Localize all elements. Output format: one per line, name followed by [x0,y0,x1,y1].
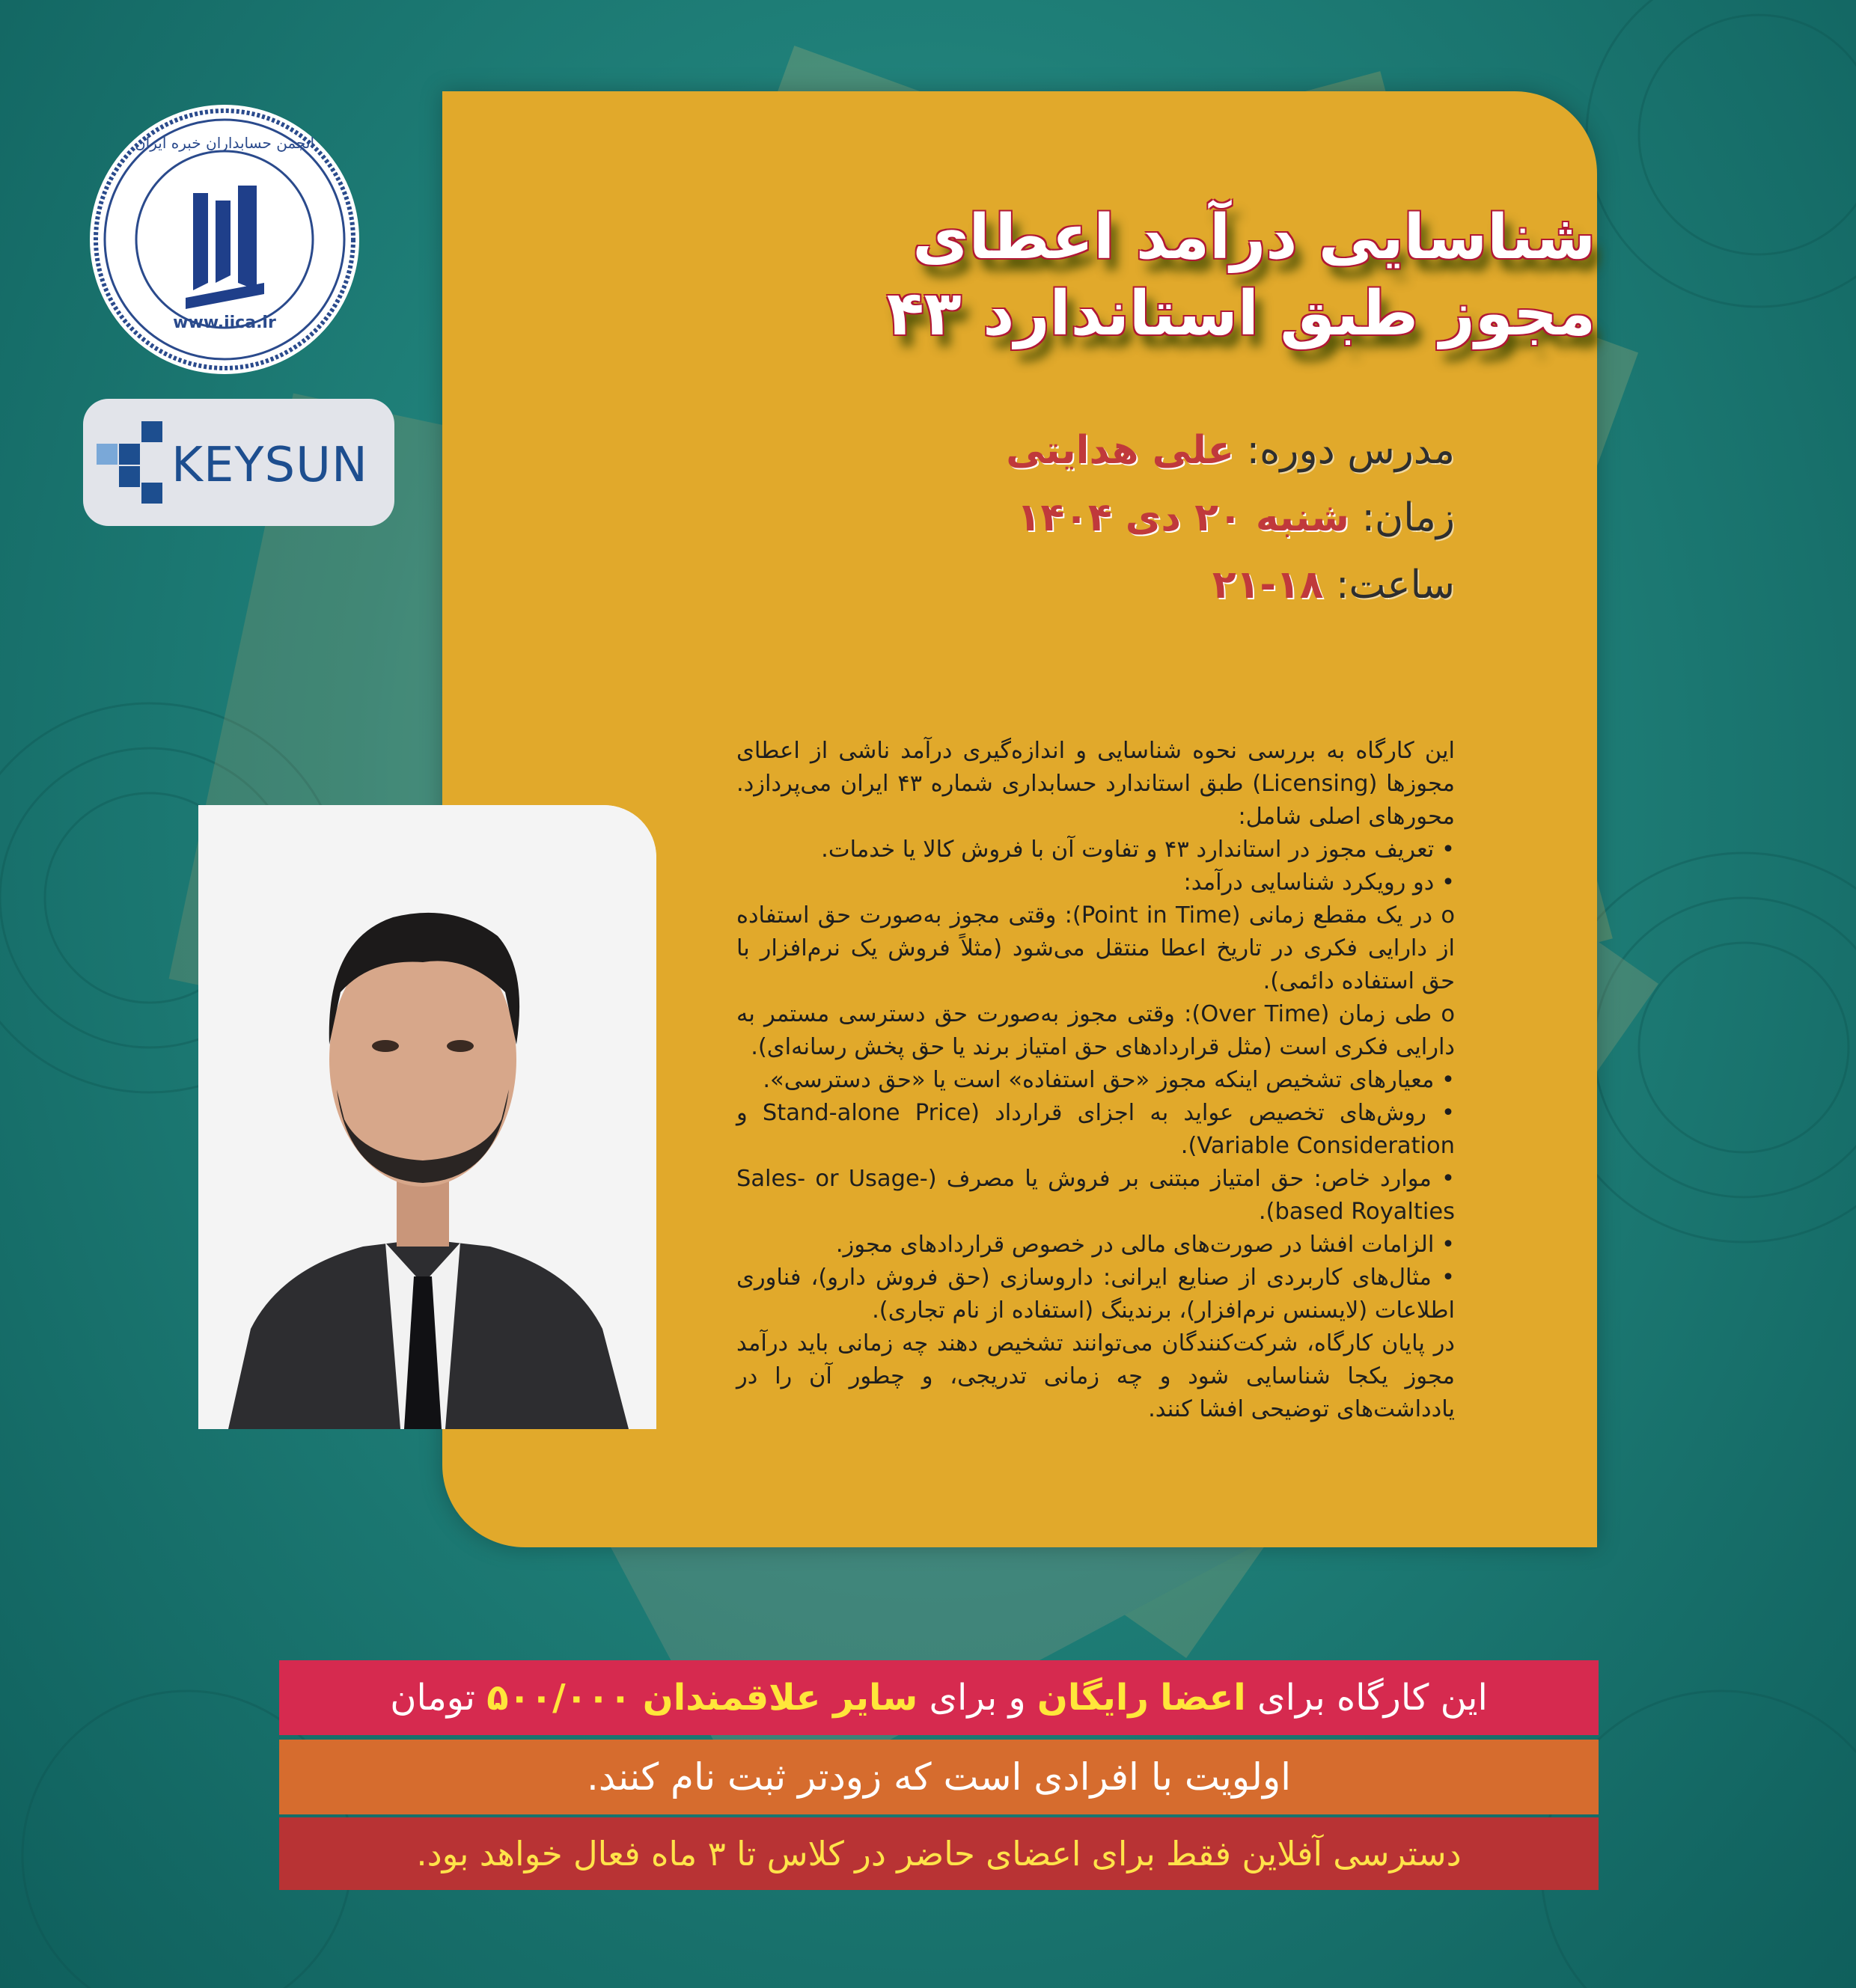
title-line-2: مجوز طبق استاندارد ۴۳ [886,278,1596,349]
instructor-photo [198,805,656,1429]
keysun-logo-icon [97,421,171,504]
description-item: • مثال‌های کاربردی از صنایع ایرانی: داروسازی (حق فروش دارو)، فناوری اطلاعات (لایسنس نرم‌افزار)، برندینگ (استفاده از نام تجاری). [736,1264,1455,1324]
seal-arc-text: انجمن حسابداران خبره ایران [134,134,315,152]
instructor-portrait-illustration [198,805,656,1429]
pricing-text-1: این کارگاه برای [1257,1677,1488,1719]
workshop-description [736,735,1455,1426]
description-item: • تعریف مجوز در استاندارد ۴۳ و تفاوت آن با فروش کالا یا خدمات. [821,837,1455,863]
date-value: شنبه ۲۰ دی ۱۴۰۴ [1016,495,1349,540]
keysun-logo-text: KEYSUN [171,438,368,493]
time-label: ساعت: [1335,563,1455,608]
seal-url: www.iica.ir [173,314,276,332]
description-paragraph: در پایان کارگاه، شرکت‌کنندگان می‌توانند تشخیص دهند چه زمانی باید درآمد مجوز یکجا شناسایی شود و چه زمانی تدریجی، و چطور آن را در یادداشت‌های توضیحی افشا کنند. [736,1330,1455,1422]
keysun-logo-card [83,399,394,526]
iica-seal-logo [88,103,361,376]
description-paragraph: این کارگاه به بررسی نحوه شناسایی و اندازه‌گیری درآمد ناشی از اعطای مجوزها (Licensing) طبق استاندارد حسابداری شماره ۴۳ ایران می‌پردازد. محورهای اصلی شامل: [736,738,1456,830]
pricing-others: سایر علاقمندان [642,1677,918,1719]
pricing-amount: ۵۰۰/۰۰۰ [486,1677,632,1719]
description-item: • الزامات افشا در صورت‌های مالی در خصوص قراردادهای مجوز. [835,1232,1455,1258]
description-item: o در یک مقطع زمانی (Point in Time): وقتی مجوز به‌صورت حق استفاده از دارایی فکری در تاریخ اعطا منتقل می‌شود (مثلاً فروش یک نرم‌افزار با حق استفاده دائمی). [736,902,1456,994]
description-item: • دو رویکرد شناسایی درآمد: [1183,869,1455,896]
instructor-line [1006,428,1455,473]
description-item: • روش‌های تخصیص عواید به اجزای قرارداد (Stand-alone Price و Variable Consideration). [736,1100,1455,1159]
time-line [1212,563,1455,608]
instructor-name: علی هدایتی [1006,428,1235,473]
description-item: o طی زمان (Over Time): وقتی مجوز به‌صورت حق دسترسی مستمر به دارایی فکری است (مثل قراردادهای حق امتیاز برند یا حق پخش رسانه‌ای). [736,1001,1455,1060]
instructor-label: مدرس دوره: [1246,428,1455,473]
date-label: زمان: [1361,495,1455,540]
time-value: ۱۸-۲۱ [1212,563,1324,608]
title-line-1: شناسایی درآمد اعطای [912,202,1596,273]
priority-banner: اولویت با افرادی است که زودتر ثبت نام کنند. [279,1740,1599,1814]
offline-access-banner: دسترسی آفلاین فقط برای اعضای حاضر در کلاس تا ۳ ماه فعال خواهد بود. [279,1817,1599,1890]
description-item: • معیارهای تشخیص اینکه مجوز «حق استفاده» است یا «حق دسترسی». [763,1067,1455,1093]
date-line [1017,495,1455,540]
pricing-free: رایگان [1037,1677,1149,1719]
pricing-text-2: و برای [929,1677,1026,1719]
pricing-banner [279,1660,1599,1735]
pricing-currency: تومان [390,1677,475,1719]
description-item: • موارد خاص: حق امتیاز مبتنی بر فروش یا مصرف (Sales- or Usage-based Royalties). [736,1166,1456,1225]
pricing-members: اعضا [1160,1677,1246,1719]
